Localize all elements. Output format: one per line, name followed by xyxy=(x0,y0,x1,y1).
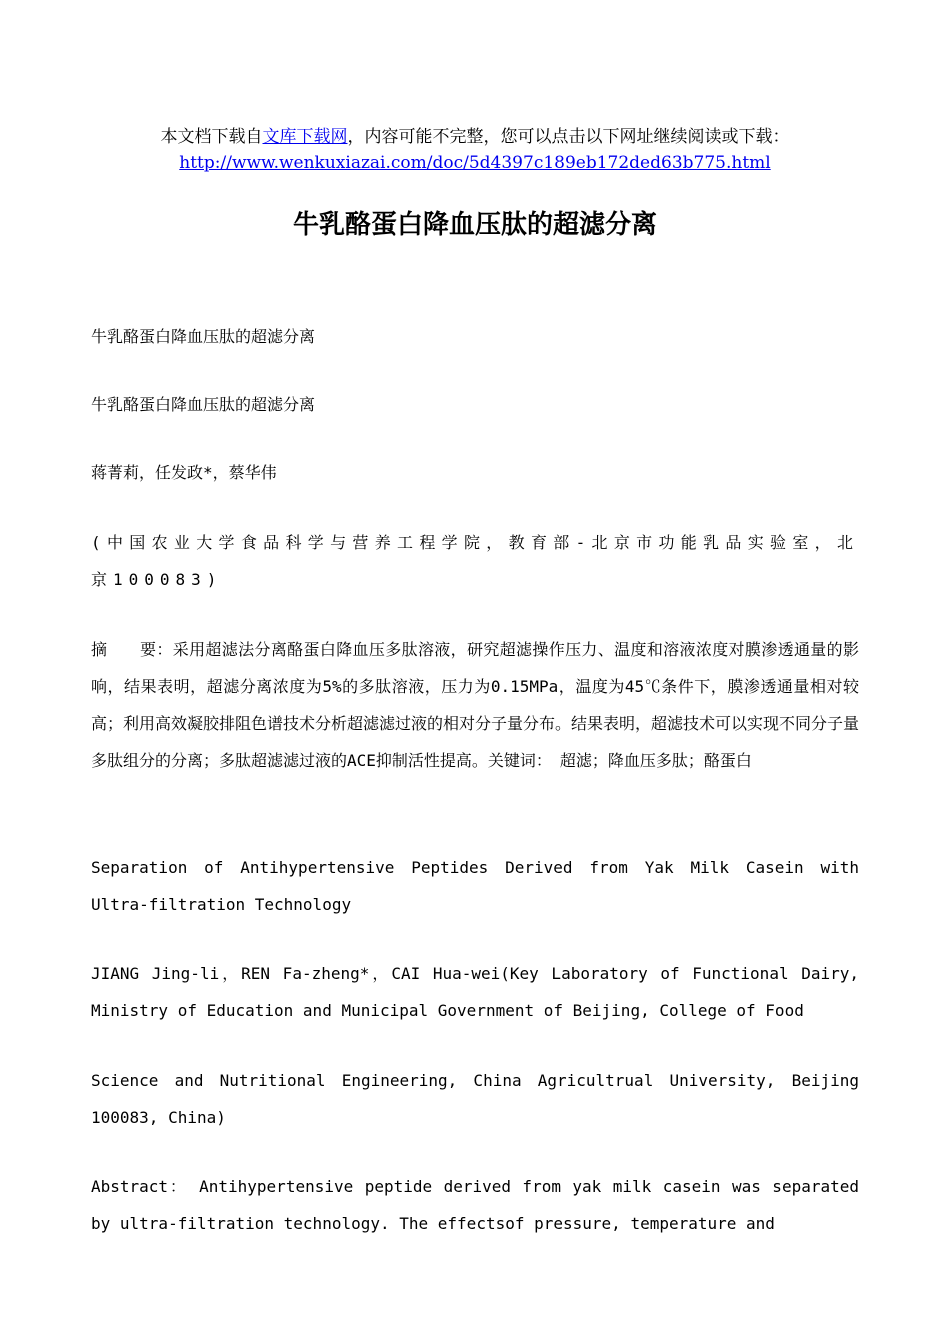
paragraph-text: Science and Nutritional Engineering, China Agricultrual University, Beijing 100083, China) xyxy=(91,1071,859,1127)
abstract-en xyxy=(91,1168,859,1242)
affiliation-cn xyxy=(91,524,859,598)
paragraph-repeat-title-2 xyxy=(91,386,859,423)
document-title: 牛乳酪蛋白降血压肽的超滤分离 xyxy=(292,210,657,240)
abstract-cn xyxy=(91,631,859,779)
authors-en-part-2 xyxy=(91,1062,859,1136)
paragraph-text: 蒋菁莉，任发政*，蔡华伟 xyxy=(91,463,277,482)
paragraph-repeat-title-1 xyxy=(91,318,859,355)
notice-suffix: ，内容可能不完整，您可以点击以下网址继续阅读或下载： xyxy=(347,127,790,147)
notice-prefix: 本文档下载自 xyxy=(160,127,263,147)
document-url-link[interactable]: http://www.wenkuxiazai.com/doc/5d4397c189eb172ded63b775.html xyxy=(179,153,771,173)
authors-en-part-1 xyxy=(91,955,859,1029)
title-en xyxy=(91,849,859,923)
paragraph-text: JIANG Jing-li，REN Fa-zheng*，CAI Hua-wei(Key Laboratory of Functional Dairy, Ministry of Education and Municipal Government of Beijing, College of Food xyxy=(91,964,859,1020)
paragraph-text: (中国农业大学食品科学与营养工程学院，教育部-北京市功能乳品实验室，北京100083) xyxy=(91,533,859,589)
authors-cn xyxy=(91,454,859,491)
wenku-site-link[interactable]: 文库下载网 xyxy=(262,127,348,147)
paragraph-text: Abstract： Antihypertensive peptide derived from yak milk casein was separated by ultra-filtration technology. The effectsof pressure, temperature and xyxy=(91,1177,860,1233)
paragraph-text: 牛乳酪蛋白降血压肽的超滤分离 xyxy=(91,395,316,414)
paragraph-text: 牛乳酪蛋白降血压肽的超滤分离 xyxy=(91,327,316,346)
paragraph-text: 摘 要：采用超滤法分离酪蛋白降血压多肽溶液，研究超滤操作压力、温度和溶液浓度对膜渗透通量的影响，结果表明，超滤分离浓度为5%的多肽溶液，压力为0.15MPa，温度为45℃条件下，膜渗透通量相对较高；利用高效凝胶排阻色谱技术分析超滤滤过液的相对分子量分布。结果表明，超滤技术可以实现不同分子量多肽组分的分离；多肽超滤滤过液的ACE抑制活性提高。关键词： 超滤；降血压多肽；酪蛋白 xyxy=(91,640,860,770)
paragraph-text: Separation of Antihypertensive Peptides Derived from Yak Milk Casein with Ultra-filtration Technology xyxy=(91,858,859,914)
download-notice xyxy=(0,124,950,176)
